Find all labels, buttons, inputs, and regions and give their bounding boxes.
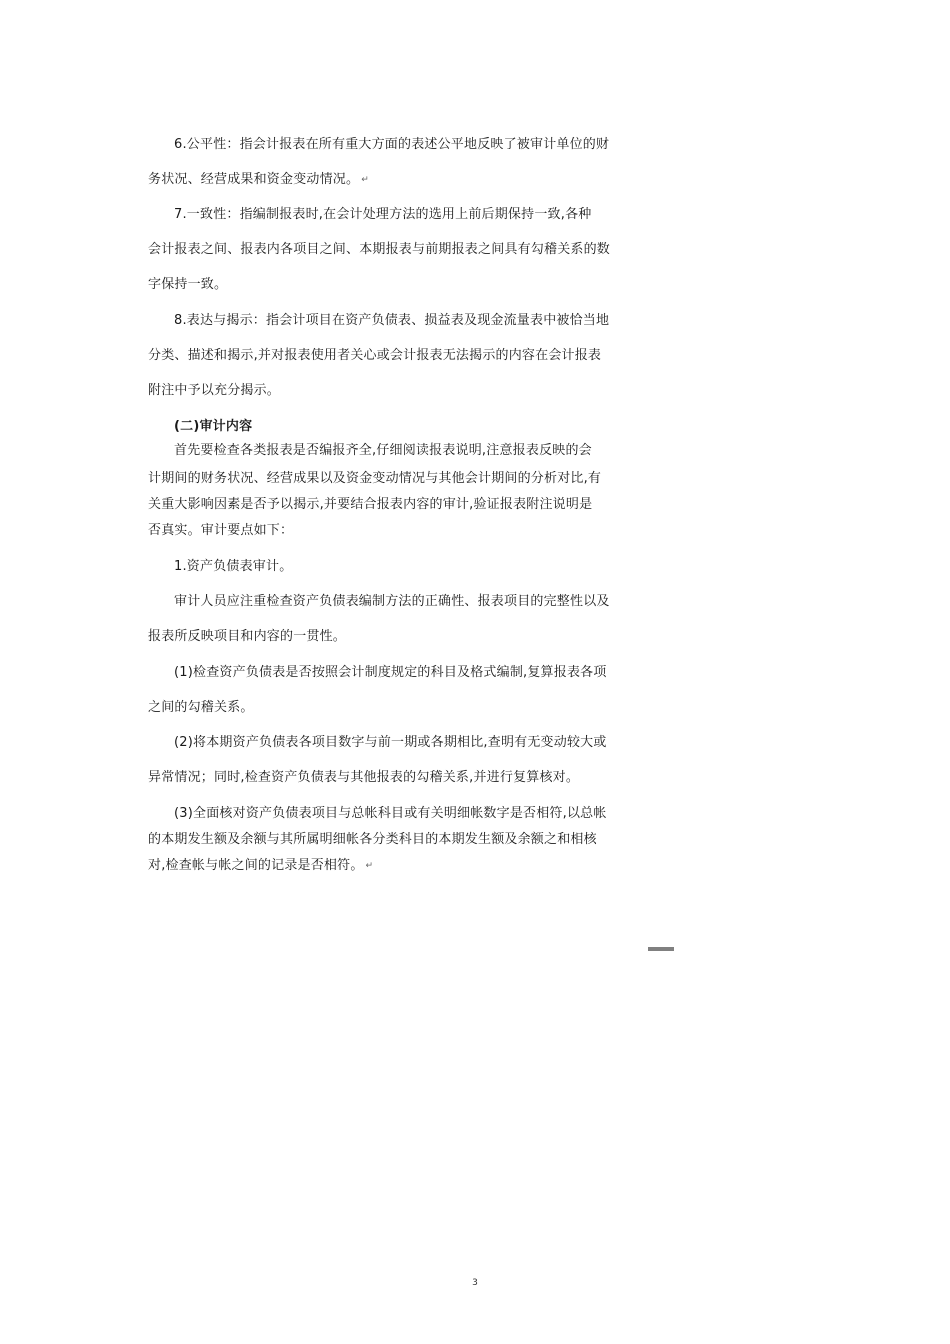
text-span: (2)将本期资产负债表各项目数字与前一期或各期相比,查明有无变动较大或 xyxy=(174,735,607,750)
text-span: 附注中予以充分揭示。 xyxy=(148,383,281,398)
text-span: 的本期发生额及余额与其所属明细帐各分类科目的本期发生额及余额之和相核 xyxy=(148,832,597,847)
text-span: (1)检查资产负债表是否按照会计制度规定的科目及格式编制,复算报表各项 xyxy=(174,665,607,680)
text-span: 关重大影响因素是否予以揭示,并要结合报表内容的审计,验证报表附注说明是 xyxy=(148,497,593,512)
text-line xyxy=(148,832,597,848)
text-span: 审计人员应注重检查资产负债表编制方法的正确性、报表项目的完整性以及 xyxy=(174,594,610,609)
text-line xyxy=(148,523,293,539)
text-line xyxy=(148,277,227,293)
text-line xyxy=(148,858,373,874)
text-span: 务状况、经营成果和资金变动情况。 xyxy=(148,172,360,187)
text-span: 7.一致性：指编制报表时,在会计处理方法的选用上前后期保持一致,各种 xyxy=(174,207,592,222)
text-line xyxy=(174,207,591,223)
text-line xyxy=(174,137,609,153)
text-line xyxy=(148,700,254,716)
text-line xyxy=(174,443,592,459)
text-span: 报表所反映项目和内容的一贯性。 xyxy=(148,629,347,644)
text-span: 异常情况；同时,检查资产负债表与其他报表的勾稽关系,并进行复算核对。 xyxy=(148,770,580,785)
text-line xyxy=(174,806,607,822)
text-span: 之间的勾稽关系。 xyxy=(148,700,254,715)
text-line xyxy=(148,172,369,188)
section-heading: (二)审计内容 xyxy=(174,419,253,434)
text-line xyxy=(174,313,609,329)
text-span: 否真实。审计要点如下： xyxy=(148,523,294,538)
text-span: 1.资产负债表审计。 xyxy=(174,559,293,574)
text-line xyxy=(174,665,607,681)
text-span: 计期间的财务状况、经营成果以及资金变动情况与其他会计期间的分析对比,有 xyxy=(148,471,602,486)
text-span: 对,检查帐与帐之间的记录是否相符。 xyxy=(148,858,364,873)
text-span: 8.表达与揭示：指会计项目在资产负债表、损益表及现金流量表中被恰当地 xyxy=(174,313,610,328)
paragraph-mark-icon: ↵ xyxy=(365,861,374,871)
text-line xyxy=(148,497,592,513)
text-span: 分类、描述和揭示,并对报表使用者关心或会计报表无法揭示的内容在会计报表 xyxy=(148,348,602,363)
text-span: 6.公平性：指会计报表在所有重大方面的表述公平地反映了被审计单位的财 xyxy=(174,137,610,152)
text-span: 会计报表之间、报表内各项目之间、本期报表与前期报表之间具有勾稽关系的数 xyxy=(148,242,611,257)
paragraph-mark-icon: ↵ xyxy=(361,175,369,185)
page-number: 3 xyxy=(472,1278,478,1288)
text-span: (3)全面核对资产负债表项目与总帐科目或有关明细帐数字是否相符,以总帐 xyxy=(174,806,607,821)
text-line xyxy=(148,471,601,487)
text-line xyxy=(148,383,280,399)
text-line xyxy=(174,735,607,751)
text-line xyxy=(148,242,610,258)
text-span: 字保持一致。 xyxy=(148,277,228,292)
text-line xyxy=(148,348,601,364)
text-span: 首先要检查各类报表是否编报齐全,仔细阅读报表说明,注意报表反映的会 xyxy=(174,443,592,458)
text-line xyxy=(148,770,579,786)
text-line xyxy=(174,559,292,575)
decorative-dash xyxy=(648,947,674,951)
text-line xyxy=(174,594,610,610)
text-line xyxy=(148,629,346,645)
